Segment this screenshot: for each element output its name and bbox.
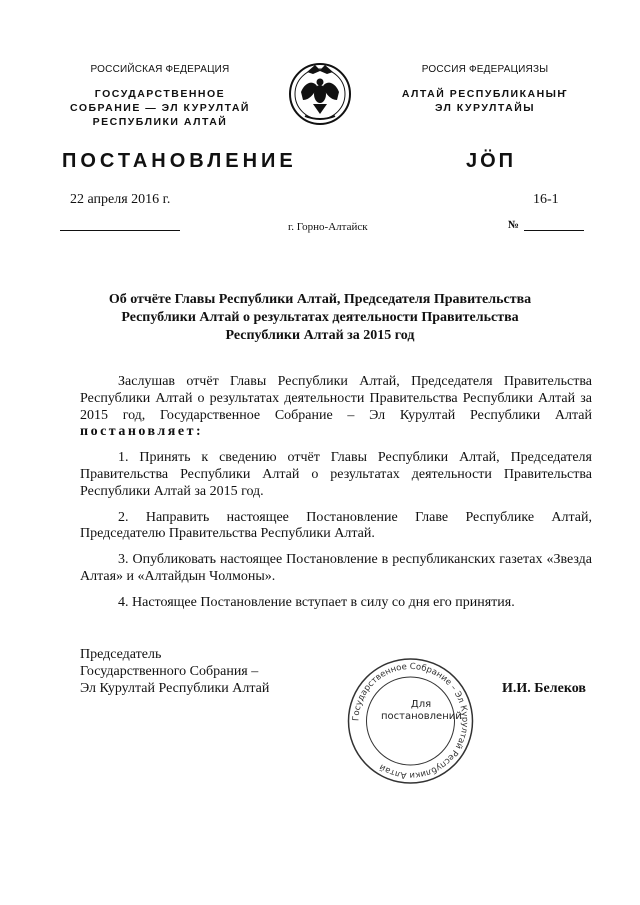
document-date: 22 апреля 2016 г. — [70, 192, 171, 207]
body-item-1: 1. Принять к сведению отчёт Главы Республики Алтай, Председателя Правительства Республики Алтай о результатах деятельности Правительства Республики Алтай за 2015 год. — [80, 450, 592, 499]
body-intro — [80, 374, 592, 441]
signatory-position-line1: Председатель — [80, 647, 162, 662]
number-label: № — [508, 219, 520, 231]
body-intro-text: Заслушав отчёт Главы Республики Алтай, Председателя Правительства Республики Алтай о результатах деятельности Правительства Республики Алтай за 2015 год, Государственное Собрание – Эл Курултай Республики Алтай — [80, 374, 592, 423]
document-type-altai: JӦП — [466, 150, 517, 172]
stamp-inner-text — [381, 699, 461, 723]
header-right — [395, 64, 575, 115]
header-left-country: РОССИЙСКАЯ ФЕДЕРАЦИЯ — [90, 64, 230, 75]
header-right-org-line1: АЛТАЙ РЕСПУБЛИКАНЫҤ — [401, 88, 569, 100]
document-type-russian: ПОСТАНОВЛЕНИЕ — [62, 150, 297, 172]
header-left — [60, 64, 260, 129]
signatory-position-line3: Эл Курултай Республики Алтай — [80, 681, 270, 696]
signatory-position-line2: Государственного Собрания – — [80, 664, 259, 679]
body-item-2: 2. Направить настоящее Постановление Главе Республике Алтай, Председателю Правительства Республики Алтай. — [80, 509, 592, 542]
stamp-inner-line1: Для — [410, 699, 432, 710]
resolution-title — [90, 291, 550, 345]
signatory-position — [80, 646, 269, 697]
resolution-title-line1: Об отчёте Главы Республики Алтай, Председателя Правительства — [108, 292, 532, 307]
republic-emblem-icon — [287, 56, 353, 132]
resolution-title-line3: Республики Алтай за 2015 год — [225, 328, 415, 343]
header-right-country: РОССИЯ ФЕДЕРАЦИЯЗЫ — [421, 64, 549, 75]
date-underline — [60, 230, 180, 231]
body-item-3: 3. Опубликовать настоящее Постановление в республиканских газетах «Звезда Алтая» и «Алтайдын Чолмоны». — [80, 552, 592, 584]
signatory-name: И.И. Белеков — [502, 681, 586, 696]
body-item-4: 4. Настоящее Постановление вступает в силу со дня его принятия. — [118, 594, 515, 610]
resolution-body — [80, 374, 592, 621]
document-city: г. Горно-Алтайск — [288, 221, 368, 233]
document-number: 16-1 — [533, 192, 559, 207]
header-left-org-line3: РЕСПУБЛИКИ АЛТАЙ — [92, 116, 228, 128]
stamp-inner-line2: постановлений — [381, 711, 462, 722]
stamp-ring-text: Государственное Собрание – Эл Курултай Республики Алтай — [351, 661, 470, 781]
resolution-title-line2: Республики Алтай о результатах деятельности Правительства — [121, 310, 519, 325]
header-left-org-line2: СОБРАНИЕ — ЭЛ КУРУЛТАЙ — [70, 102, 250, 114]
decree-word: постановляет: — [80, 424, 204, 440]
number-underline — [524, 230, 584, 231]
header-left-org-line1: ГОСУДАРСТВЕННОЕ — [94, 88, 226, 100]
header-right-org-line2: ЭЛ КУРУЛТАЙЫ — [434, 102, 536, 114]
